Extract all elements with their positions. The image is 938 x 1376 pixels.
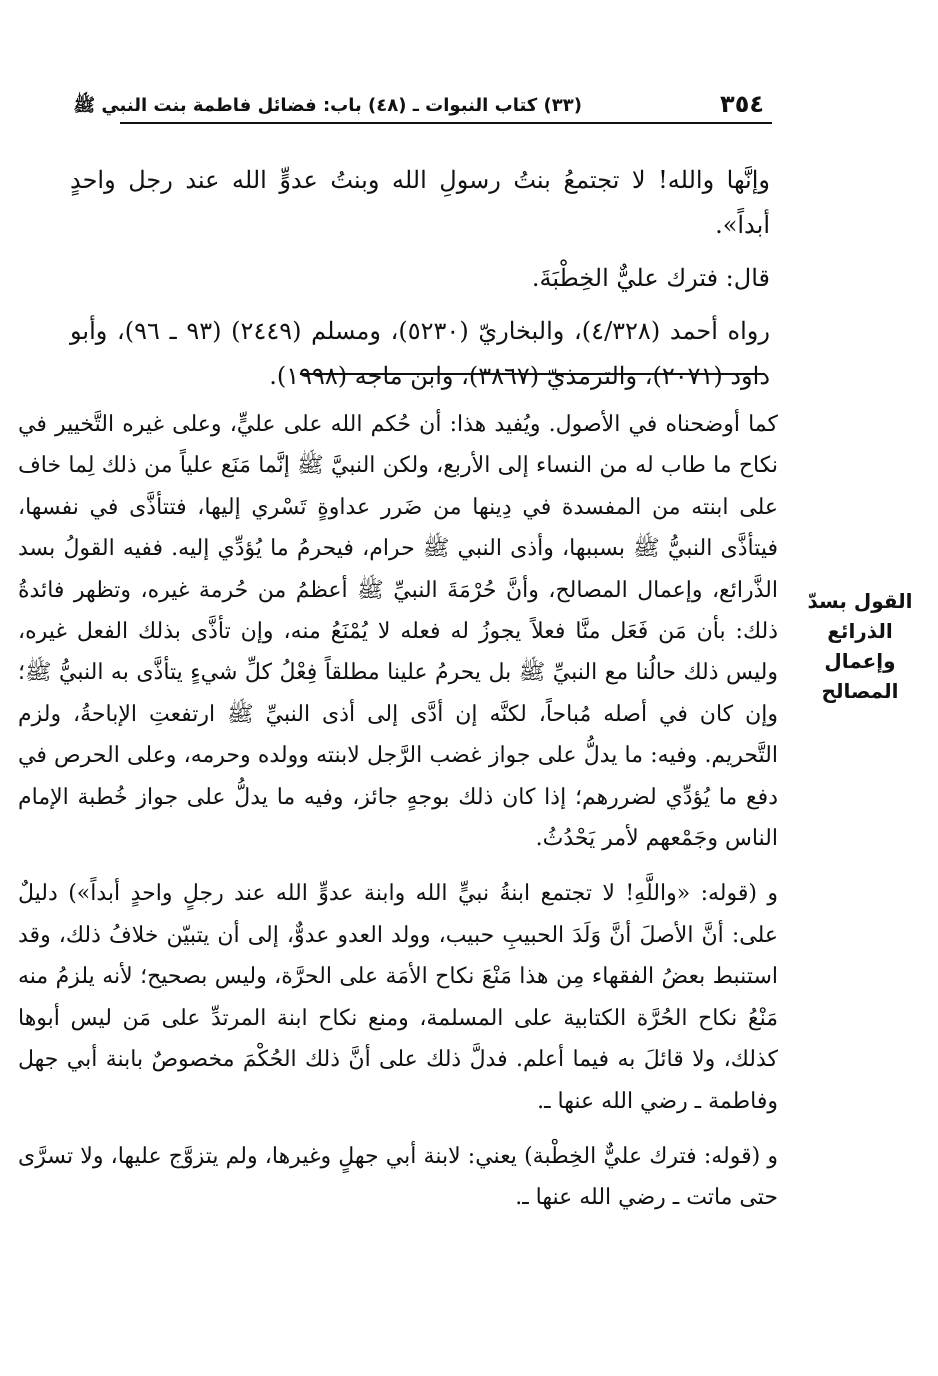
commentary-paragraph: و (قوله: «واللَّهِ! لا تجتمع ابنةُ نبيٍّ الله وابنة عدوٍّ الله عند رجلٍ واحدٍ أبداً») دليلٌ على: أنَّ الأصلَ أنَّ وَلَدَ الحبيبِ حبيب، وولد العدو عدوٌّ، إلى أن يتبيّن خلافُ ذلك، وقد استنبط بعضُ الفقهاء مِن هذا مَنْعَ نكاح الأمَة على الحرَّة، وليس بصحيح؛ لأنه يلزمُ منه مَنْعُ نكاح الحُرَّة الكتابية على المسلمة، ومنع نكاح ابنة المرتدِّ على مَن ليس أبوها كذلك، ولا قائلَ به فيما أعلم. فدلَّ ذلك على أنَّ ذلك الحُكْمَ مخصوصٌ بابنة أبي جهل وفاطمة ـ رضي الله عنها ـ. [18,881,778,1114]
page-header [73,86,772,124]
commentary-paragraph: كما أوضحناه في الأصول. ويُفيد هذا: أن حُكم الله على عليٍّ، وعلى غيره التَّخيير في نكاح ما طاب له من النساء إلى الأربع، ولكن النبيَّ ﷺ إنَّما مَنَع علياً من ذلك لِما خاف على ابنته من المفسدة في دِينها من ضَرر عداوةٍ تَسْري إليها، فتتأذَّى في نفسها، فيتأذَّى النبيُّ ﷺ بسببها، وأذى النبي ﷺ حرام، فيحرمُ ما يُؤدِّي إليه. ففيه القولُ بسد الذَّرائع، وإعمال المصالح، وأنَّ حُرْمَةَ النبيِّ ﷺ أعظمُ من حُرمة غيره، وتظهر فائدةُ ذلك: بأن مَن فَعَل منَّا فعلاً يجوزُ له فعله لا يُمْنَعُ منه، وإن تأذَّى بذلك الفعل غيره، وليس ذلك حالُنا مع النبيِّ ﷺ بل يحرمُ علينا مطلقاً فِعْلُ كلِّ شيءٍ يتأذَّى به النبيُّ ﷺ؛ وإن كان في أصله مُباحاً، لكنَّه إن أدَّى إلى أذى النبيِّ ﷺ ارتفعتِ الإباحةُ، ولزم التَّحريم. وفيه: ما يدلُّ على جواز غضب الرَّجل لابنته وولده وحرمه، وعلى الحرص في دفع ما يُؤدِّي لضررهم؛ إذا كان ذلك بوجهٍ جائز، وفيه ما يدلُّ على جواز خُطبة الإمام الناس وجَمْعهم لأمر يَحْدُثُ. [18,412,778,852]
margin-note-line: وإعمال [824,649,896,673]
margin-note-line: القول بسدّ [807,589,913,613]
margin-note-line: الذرائع [827,619,893,643]
hadith-line: وإنَّها والله! لا تجتمعُ بنتُ رسولِ الله وبنتُ عدوٍّ الله عند رجل واحدٍ أبداً». [70,166,770,239]
running-title: (٣٣) كتاب النبوات ـ (٤٨) باب: فضائل فاطمة بنت النبي ﷺ [73,95,582,116]
hadith-line: قال: فترك عليٌّ الخِطْبَةَ. [531,264,770,292]
commentary-text [18,404,778,1233]
section-divider [300,373,765,375]
hadith-citation: رواه أحمد (٤/٣٢٨)، والبخاريّ (٥٢٣٠)، ومسلم (٢٤٤٩) (٩٣ ـ ٩٦)، وأبو داود (٢٠٧١)، والترمذيّ (٣٨٦٧)، وابن ماجه (١٩٩٨). [70,317,770,390]
commentary-paragraph: و (قوله: فترك عليٌّ الخِطْبة) يعني: لابنة أبي جهلٍ وغيرها، ولم يتزوَّج عليها، ولا تسرَّى حتى ماتت ـ رضي الله عنها ـ. [18,1143,778,1211]
margin-note [800,586,920,706]
page-number: ٣٥٤ [720,90,764,118]
margin-note-line: المصالح [821,679,899,703]
hadith-text [70,158,770,407]
